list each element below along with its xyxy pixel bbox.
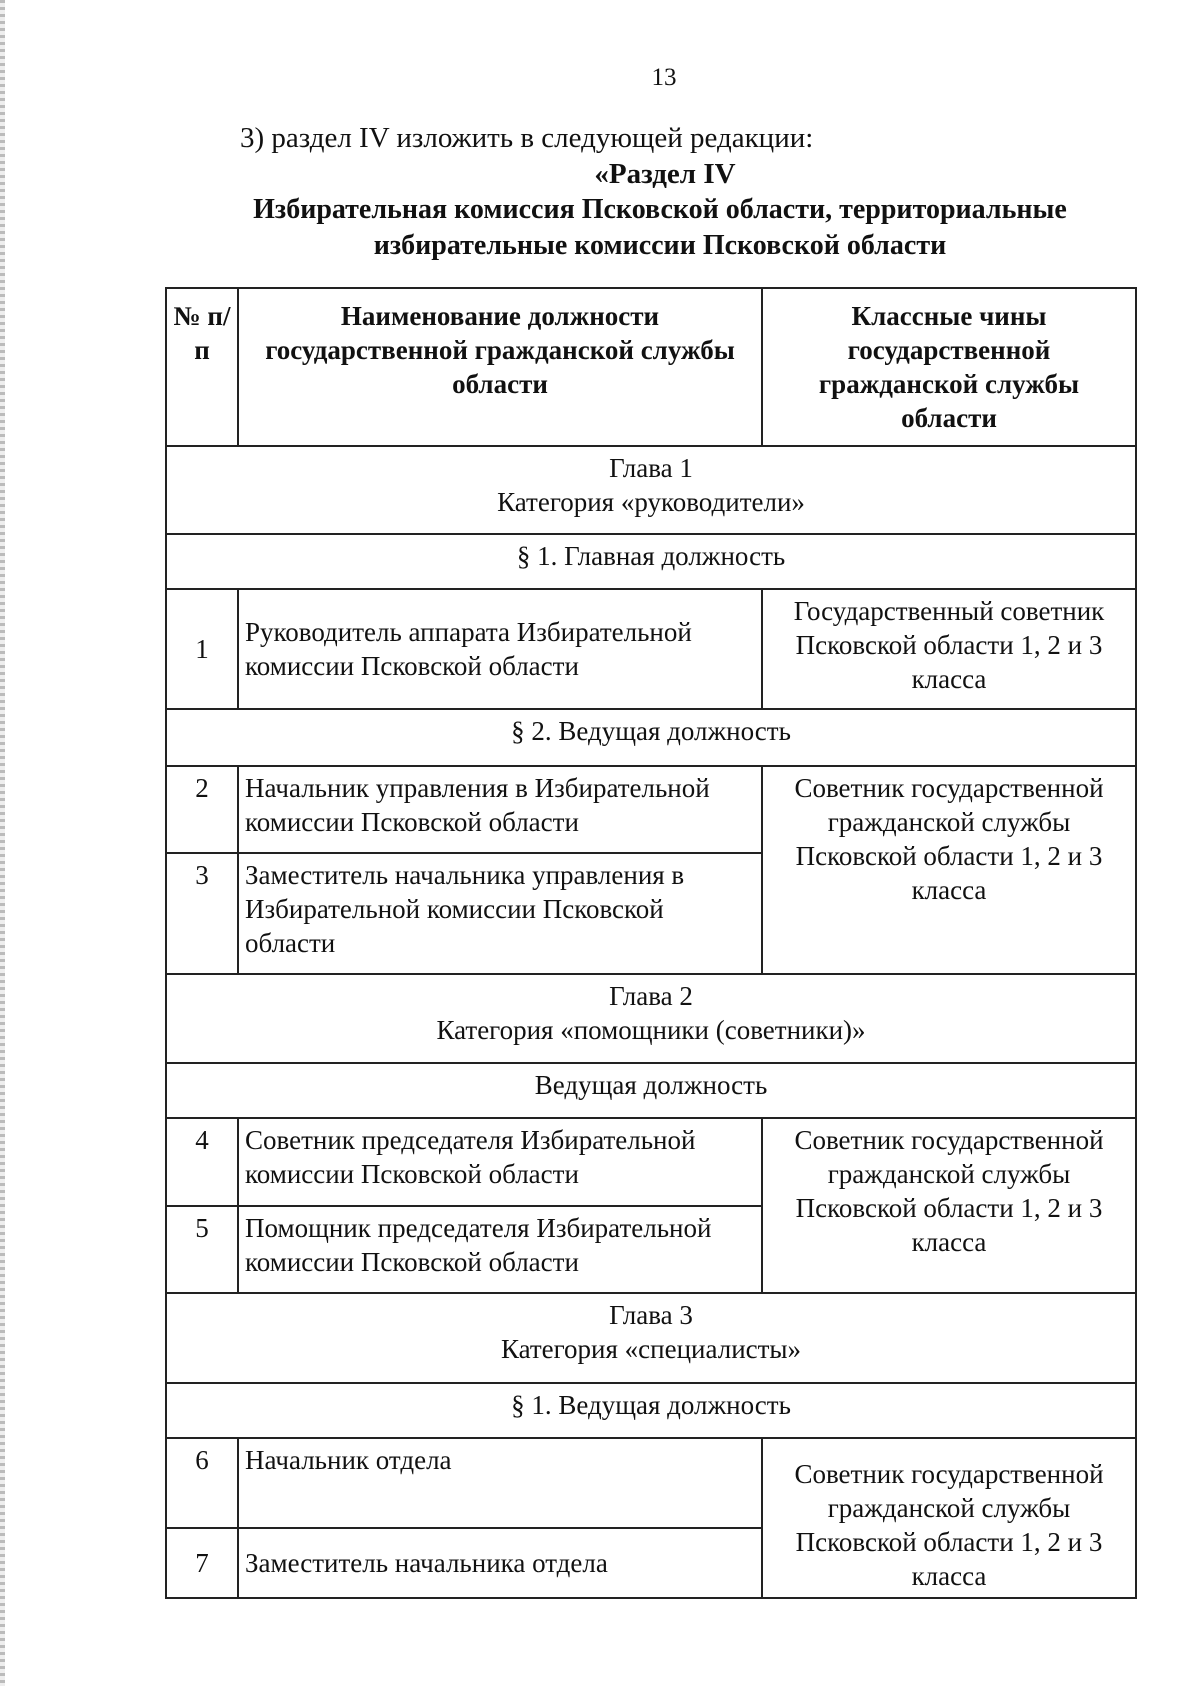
row-position: Руководитель аппарата Избирательной комиссии Псковской области <box>238 589 762 709</box>
paragraph-row <box>166 709 1136 766</box>
row-position: Заместитель начальника отдела <box>238 1528 762 1598</box>
row-position: Начальник отдела <box>238 1438 762 1528</box>
chapter-title: Глава 1 <box>609 453 693 483</box>
chapter-row <box>166 446 1136 534</box>
chapter-title: Глава 3 <box>609 1300 693 1330</box>
row-num: 3 <box>166 853 238 974</box>
ranks-table <box>165 287 1137 1599</box>
chapter-row <box>166 1293 1136 1383</box>
row-rank: Советник государственной гражданской службы Псковской области 1, 2 и 3 класса <box>762 1118 1136 1293</box>
chapter-category: Категория «помощники (советники)» <box>436 1015 866 1045</box>
row-position: Начальник управления в Избирательной комиссии Псковской области <box>238 766 762 853</box>
paragraph-row <box>166 1063 1136 1118</box>
section-title: «Раздел IV <box>594 158 736 190</box>
paragraph-title: Ведущая должность <box>166 1063 1136 1118</box>
row-num: 5 <box>166 1206 238 1293</box>
header-num: № п/п <box>166 288 238 446</box>
row-position: Советник председателя Избирательной комиссии Псковской области <box>238 1118 762 1206</box>
row-num: 6 <box>166 1438 238 1528</box>
table-row <box>166 589 1136 709</box>
row-num: 1 <box>166 589 238 709</box>
header-position: Наименование должности государственной гражданской службы области <box>238 288 762 446</box>
table-row <box>166 1438 1136 1528</box>
row-num: 2 <box>166 766 238 853</box>
row-position: Помощник председателя Избирательной комиссии Псковской области <box>238 1206 762 1293</box>
table-header <box>166 288 1136 446</box>
chapter-row <box>166 974 1136 1063</box>
table-row <box>166 766 1136 853</box>
row-num: 7 <box>166 1528 238 1598</box>
scan-edge <box>0 0 5 1686</box>
paragraph-title: § 1. Ведущая должность <box>166 1383 1136 1438</box>
paragraph-title: § 2. Ведущая должность <box>166 709 1136 766</box>
intro-text: 3) раздел IV изложить в следующей редакции: <box>240 122 814 154</box>
header-rank: Классные чины государственной гражданской службы области <box>762 288 1136 446</box>
page-number: 13 <box>651 64 677 91</box>
chapter-category: Категория «специалисты» <box>500 1334 802 1364</box>
row-num: 4 <box>166 1118 238 1206</box>
section-subtitle: Избирательная комиссия Псковской области, территориальные избирательные комиссии Псковской области <box>253 194 1067 261</box>
paragraph-row <box>166 534 1136 589</box>
row-rank: Государственный советник Псковской области 1, 2 и 3 класса <box>762 589 1136 709</box>
paragraph-row <box>166 1383 1136 1438</box>
row-rank: Советник государственной гражданской службы Псковской области 1, 2 и 3 класса <box>762 1438 1136 1598</box>
table-row <box>166 1118 1136 1206</box>
chapter-title: Глава 2 <box>609 981 693 1011</box>
row-rank: Советник государственной гражданской службы Псковской области 1, 2 и 3 класса <box>762 766 1136 974</box>
paragraph-title: § 1. Главная должность <box>166 534 1136 589</box>
chapter-category: Категория «руководители» <box>497 487 805 517</box>
row-position: Заместитель начальника управления в Избирательной комиссии Псковской области <box>238 853 762 974</box>
